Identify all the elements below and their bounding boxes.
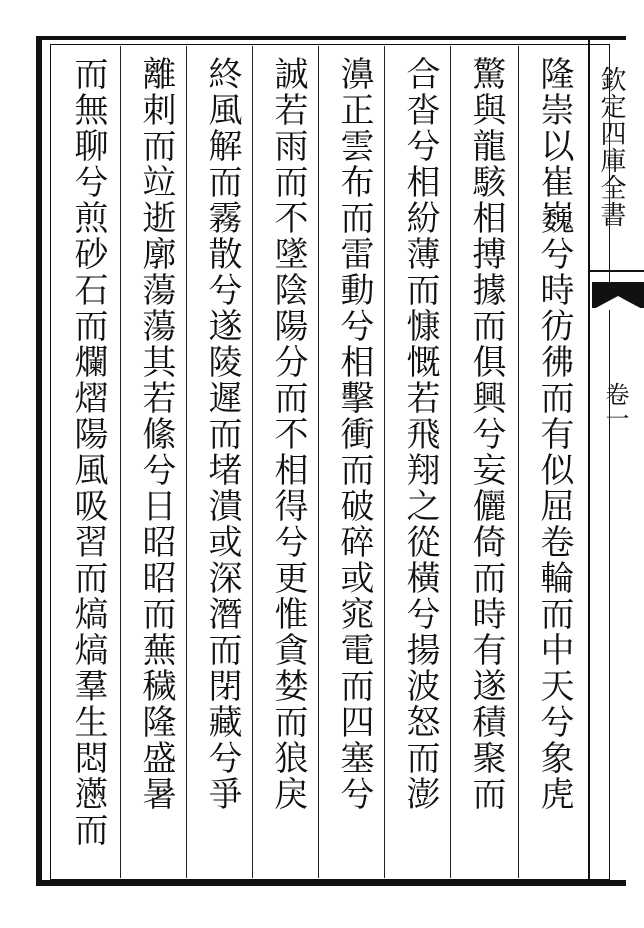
column-rule <box>186 46 187 878</box>
text-column-6 <box>198 46 246 878</box>
column-text: 而無聊兮煎砂石而爛熠陽風吸習而熇熇羣生悶懣而 <box>68 56 108 848</box>
column-rule <box>384 46 385 878</box>
column-text: 合沓兮相紛薄而慷慨若飛翔之從橫兮揚波怒而澎 <box>400 56 440 812</box>
column-text: 濞正雲布而雷動兮相擊衝而破碎或窕電而四塞兮 <box>334 56 374 812</box>
column-text: 隆崇以崔巍兮時彷彿而有似屈卷輪而中天兮象虎 <box>534 56 574 812</box>
text-column-8 <box>64 46 112 878</box>
column-text: 驚與龍駭相搏據而俱興兮妄儷倚而時有遂積聚而 <box>466 56 506 812</box>
text-column-1 <box>530 46 578 878</box>
text-column-4 <box>330 46 378 878</box>
margin-divider <box>588 36 590 886</box>
column-text: 終風解而霧散兮遂陵遲而堵潰或深潛而閉藏兮爭 <box>202 56 242 812</box>
column-rule <box>318 46 319 878</box>
text-column-5 <box>264 46 312 878</box>
column-rule <box>120 46 121 878</box>
column-rule <box>518 46 519 878</box>
column-rule <box>450 46 451 878</box>
text-column-7 <box>132 46 180 878</box>
column-text: 離刺而竝逝廓蕩蕩其若絛兮日昭昭而蕪穢隆盛暑 <box>136 56 176 812</box>
column-text: 誠若雨而不墜陰陽分而不相得兮更惟貪婪而狼戾 <box>268 56 308 812</box>
volume-label: 卷一 <box>601 382 629 430</box>
text-column-3 <box>396 46 444 878</box>
text-column-2 <box>462 46 510 878</box>
margin-rule <box>588 270 644 272</box>
column-rule <box>252 46 253 878</box>
book-title: 欽定四庫全書 <box>596 66 626 228</box>
